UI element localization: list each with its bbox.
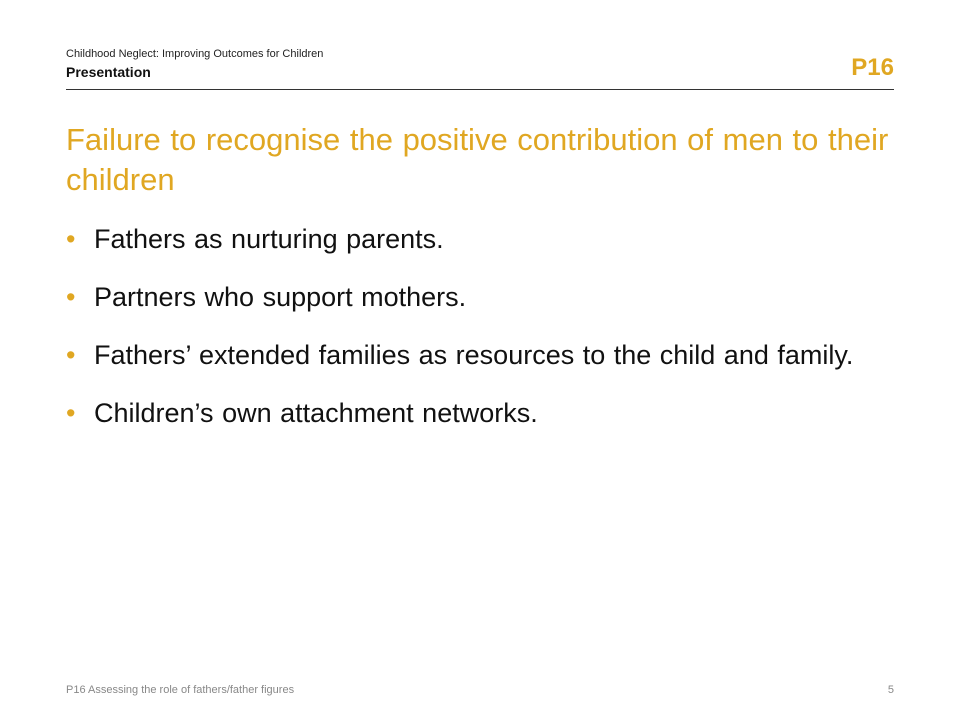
bullet-icon: • bbox=[66, 224, 76, 254]
bullet-item bbox=[66, 222, 896, 256]
bullet-item bbox=[66, 338, 896, 372]
bullet-text: Fathers as nurturing parents. bbox=[94, 224, 444, 254]
bullet-item bbox=[66, 396, 896, 430]
bullet-text: Children’s own attachment networks. bbox=[94, 398, 538, 428]
slide-title: Failure to recognise the positive contribution of men to their children bbox=[66, 122, 889, 197]
bullet-item bbox=[66, 280, 896, 314]
bullet-icon: • bbox=[66, 282, 76, 312]
bullet-icon: • bbox=[66, 340, 76, 370]
bullet-icon: • bbox=[66, 398, 76, 428]
bullet-text: Partners who support mothers. bbox=[94, 282, 467, 312]
header-subtitle: Childhood Neglect: Improving Outcomes for Children bbox=[66, 48, 324, 60]
header-divider bbox=[66, 89, 894, 90]
header-title: Presentation bbox=[66, 64, 151, 80]
page-number: 5 bbox=[887, 684, 894, 696]
bullet-list bbox=[66, 222, 896, 454]
header-code: P16 bbox=[851, 54, 894, 81]
bullet-text: Fathers’ extended families as resources to the child and family. bbox=[94, 340, 854, 370]
footer-caption: P16 Assessing the role of fathers/father figures bbox=[66, 684, 295, 696]
